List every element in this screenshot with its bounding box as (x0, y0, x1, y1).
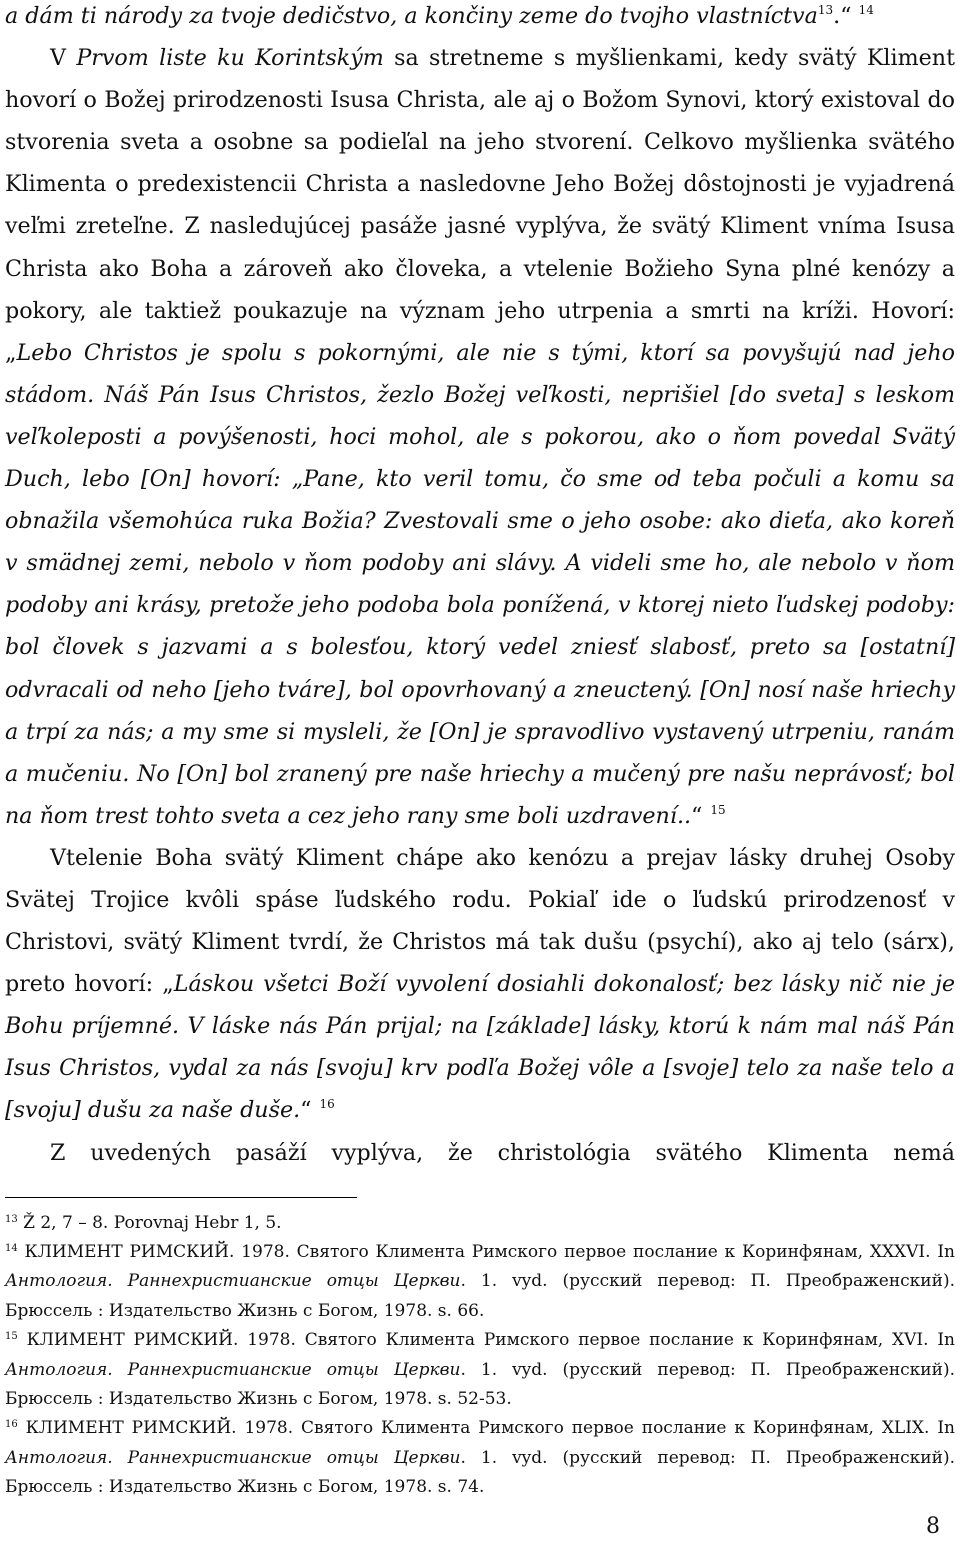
footnote-14 (5, 1238, 955, 1326)
work-title: Prvom liste ku Korintským (76, 45, 384, 72)
footnote-ref[interactable]: 13 (817, 3, 834, 17)
document-page (5, 0, 955, 1503)
footnote-ref[interactable]: 16 (319, 1097, 335, 1112)
quote-text: Lebo Christos je spolu s pokornými, ale nie s tými, ktorí sa povyšujú nad jeho stádom. Náš Pán Isus Christos, žezlo Božej veľkosti, neprišiel [do sveta] s leskom veľkoleposti a povýšenosti, hoci mohol, ale s pokorou, ako o ňom povedal Svätý Duch, lebo [On] hovorí: „Pane, kto veril tomu, čo sme od teba počuli a komu sa obnažila všemohúca ruka Božia? Zvestovali sme o jeho osobe: ako dieťa, ako koreň v smädnej zemi, nebolo v ňom podoby ani slávy. A videli sme ho, ale nebolo v ňom podoby ani krásy, pretože jeho podoba bola ponížená, v ktorej nieto ľudskej podoby: bol človek s jazvami a s bolesťou, ktorý vedel zniesť slabosť, preto sa [ostatní] odvracali od neho [jeho tváre], bol opovrhovaný a zneuctený. [On] nosí naše hriechy a trpí za nás; a my sme si mysleli, že [On] je spravodlivo vystavený utrpeniu, ranám a mučeniu. No [On] bol zranený pre naše hriechy a mučený pre našu neprávosť; bol na ňom trest tohto sveta a cez jeho rany sme boli uzdravení.. (5, 339, 955, 829)
quote-text: Láskou všetci Boží vyvolení dosiahli dokonalosť; bez lásky nič nie je Bohu príjemné. V láske nás Pán prijal; na [základe] lásky, ktorú k nám mal náš Pán Isus Christos, vydal za nás [svoju] krv podľa Božej vôle a [svoje] telo za naše telo a [svoju] dušu za naše duše. (5, 971, 955, 1124)
footnote-ref[interactable]: 14 (858, 3, 874, 17)
text-run: sa stretneme s myšlienkami, kedy svätý Kliment hovorí o Božej prirodzenosti Isusa Christa, ale aj o Božom Synovi, ktorý existoval do stvorenia sveta a osobne sa podieľal na jeho stvorení. Celkovo myšlienka svätého Klimenta o predexistencii Christa a nasledovne Jeho Božej dôstojnosti je vyjadrená veľmi zreteľne. Z nasledujúcej pasáže jasné vyplýva, že svätý Kliment vníma Isusa Christa ako Boha a zároveň ako človeka, a vtelenie Božieho Syna plné kenózy a pokory, ale taktiež poukazuje na význam jeho utrpenia a smrti na kríži. Hovorí: „ (5, 45, 955, 366)
paragraph-christology (5, 1132, 955, 1174)
quote-close: .“ (833, 3, 852, 29)
footnote-number: 13 (5, 1213, 18, 1225)
footnote-number: 15 (5, 1331, 18, 1343)
footnote-ref[interactable]: 15 (710, 802, 726, 817)
quote-close: “ (300, 1097, 312, 1124)
footnote-text: КЛИМЕНТ РИМСКИЙ. 1978. Святого Климента Римского первое послание к Коринфянам, XLIX. In (25, 1418, 955, 1439)
page-number: 8 (926, 1514, 940, 1539)
footnote-text: . 1. vyd. (русский перевод: П. Преображенский). Брюссель : Издательство Жизнь с Богом, 1978. s. 66. (5, 1271, 956, 1321)
quote-text: a dám ti národy za tvoje dedičstvo, a končiny zeme do tvojho vlastníctva (5, 3, 818, 29)
footnote-source-title: Антология. Раннехристианские отцы Церкви (5, 1271, 461, 1292)
footnote-separator (5, 1197, 357, 1198)
paragraph-incarnation (5, 837, 955, 1132)
footnote-16 (5, 1414, 955, 1502)
text-run: Vtelenie Boha svätý Kliment chápe ako kenózu a prejav lásky druhej Osoby Svätej Trojice kvôli spáse ľudského rodu. Pokiaľ ide o ľudskú prirodzenosť v Christovi, svätý Kliment tvrdí, že Christos má tak dušu (psychí), ako aj telo (sárx), preto hovorí: „ (5, 844, 955, 998)
paragraph-quote-end (5, 0, 955, 37)
text-run: V (50, 45, 77, 72)
footnote-text: КЛИМЕНТ РИМСКИЙ. 1978. Святого Климента Римского первое послание к Коринфянам, XXXVI. In (24, 1242, 956, 1263)
text-run: Z uvedených pasáží vyplýva, že christológia svätého Klimenta nemá (50, 1139, 955, 1166)
footnotes (5, 1209, 955, 1503)
paragraph-first-letter (5, 37, 955, 837)
footnote-13 (5, 1209, 955, 1238)
footnote-text: Ž 2, 7 – 8. Porovnaj Hebr 1, 5. (23, 1212, 282, 1233)
footnote-text: . 1. vyd. (русский перевод: П. Преображенский). Брюссель : Издательство Жизнь с Богом, 1978. s. 52-53. (5, 1359, 956, 1410)
footnote-source-title: Антология. Раннехристианские отцы Церкви (5, 1359, 461, 1380)
footnote-source-title: Антология. Раннехристианские отцы Церкви (5, 1447, 461, 1468)
footnote-15 (5, 1326, 955, 1414)
footnote-text: . 1. vyd. (русский перевод: П. Преображенский). Брюссель : Издательство Жизнь с Богом, 1978. s. 74. (5, 1447, 956, 1498)
footnote-number: 16 (5, 1419, 18, 1431)
footnote-number: 14 (5, 1243, 18, 1255)
footnote-text: КЛИМЕНТ РИМСКИЙ. 1978. Святого Климента Римского первое послание к Коринфянам, XVI. In (26, 1330, 956, 1351)
quote-close: “ (691, 802, 703, 829)
